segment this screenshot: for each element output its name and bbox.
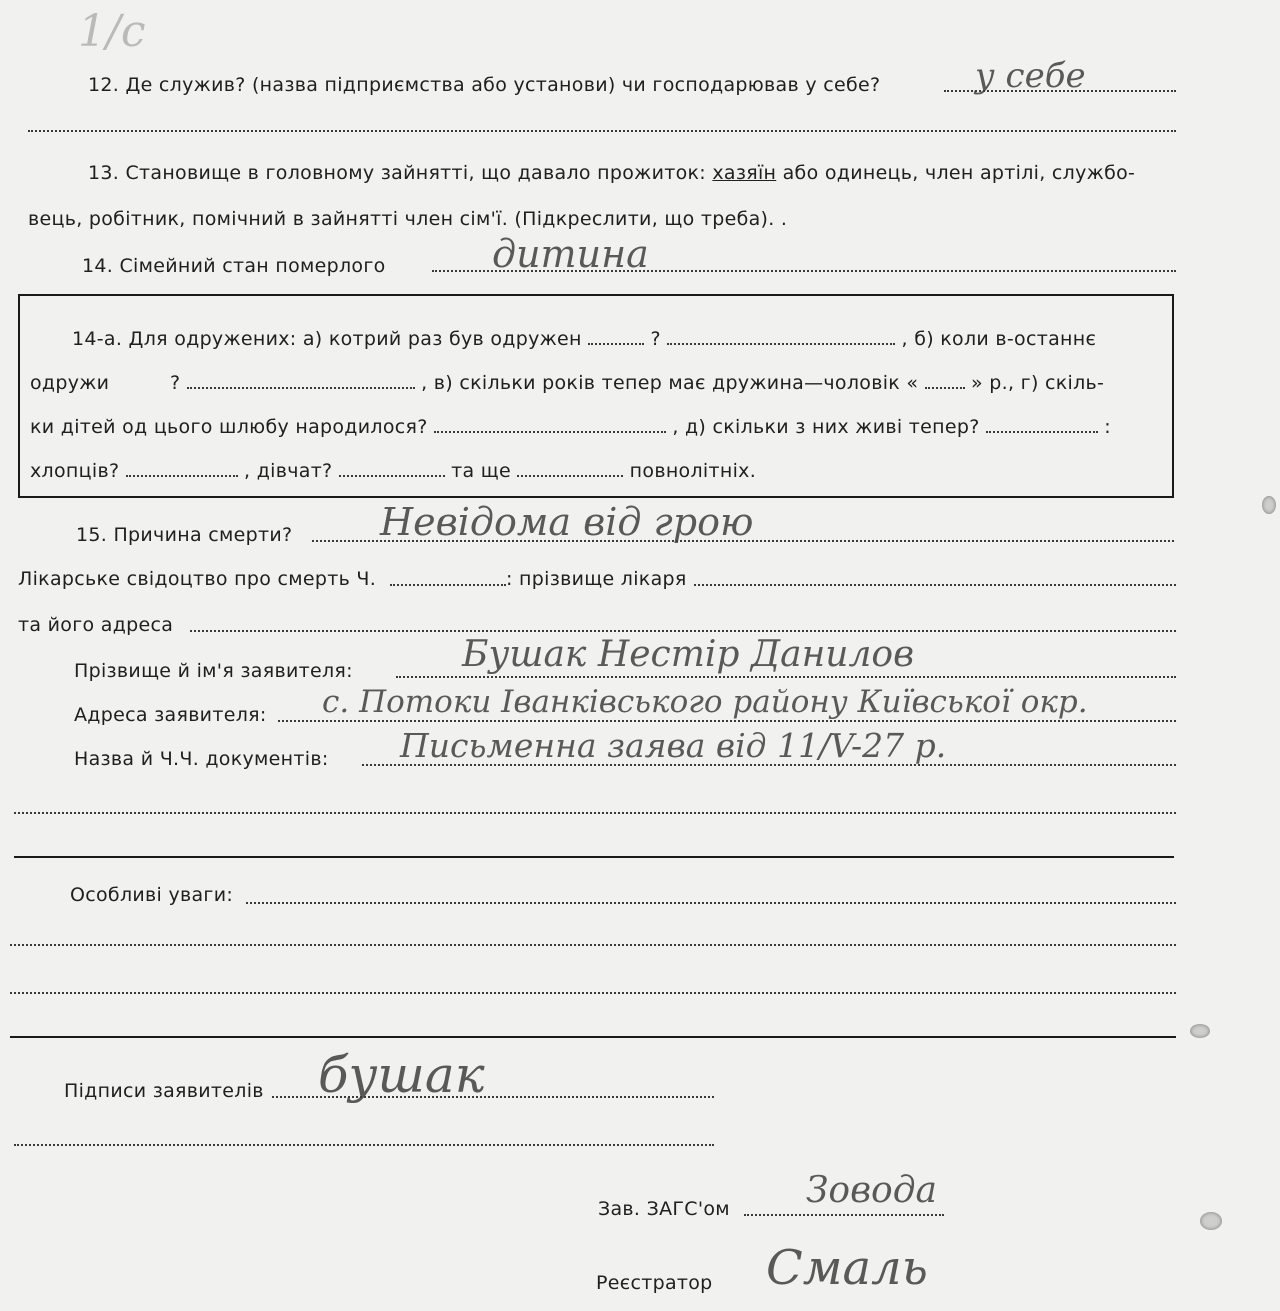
- q14-answer: дитина: [492, 232, 649, 276]
- q14a-line2-c: » р., г) скіль-: [971, 372, 1105, 394]
- applicant-address-value: с. Потоки Іванківського району Київської окр.: [322, 684, 1088, 720]
- q12-answer: у себе: [975, 56, 1086, 96]
- zags-signature-line: [744, 1214, 944, 1216]
- applicant-name-value: Бушак Нестір Данилов: [462, 634, 915, 675]
- q13-line1-rest: або одинець, член артілі, службо-: [782, 162, 1136, 184]
- applicant-name-label: Прізвище й ім'я заявителя:: [74, 660, 353, 682]
- section-divider-2: [10, 1036, 1176, 1038]
- paper-hole-mark: [1262, 496, 1276, 514]
- q14a-line1-q: ?: [650, 328, 661, 350]
- q14a-line2-a: одружи: [30, 372, 110, 394]
- q15-answer: Невідома від грою: [380, 500, 754, 544]
- q14a-line2-q: ?: [170, 372, 181, 394]
- q14a-line1-a: 14-а. Для одружених: а) котрий раз був одружен: [72, 328, 582, 350]
- q15-label: 15. Причина смерти?: [76, 524, 293, 546]
- zags-head-label: Зав. ЗАГС'ом: [598, 1198, 730, 1220]
- pencil-corner-mark: 1/c: [78, 6, 146, 57]
- q14a-line3-a: ки дітей од цього шлюбу народилося?: [30, 416, 428, 438]
- doctor-name-label: : прізвище лікаря: [506, 568, 687, 590]
- q12-extra-line: [28, 130, 1176, 132]
- applicant-address-label: Адреса заявителя:: [74, 704, 267, 726]
- remarks-line-3: [10, 992, 1176, 994]
- q14a-line4-a: хлопців?: [30, 460, 120, 482]
- q12-label: 12. Де служив? (назва підприємства або установи) чи господарював у себе?: [88, 74, 881, 96]
- q14-label: 14. Сімейний стан померлого: [82, 255, 386, 277]
- documents-value: Письменна заява від 11/V-27 р.: [400, 726, 947, 765]
- applicant-signatures-label: Підписи заявителів: [64, 1080, 264, 1102]
- q13-line1: [88, 162, 1135, 184]
- applicant-address-line: [278, 720, 1176, 722]
- remarks-line-2: [10, 944, 1176, 946]
- documents-label: Назва й Ч.Ч. документів:: [74, 748, 329, 770]
- zags-signature: Зовода: [806, 1170, 938, 1211]
- applicant-signature-line-2: [14, 1144, 714, 1146]
- paper-hole-mark: [1190, 1024, 1210, 1038]
- remarks-label: Особливі уваги:: [70, 884, 234, 906]
- q14a-line1-b: , б) коли в-останнє: [901, 328, 1097, 350]
- applicant-name-line: [396, 676, 1176, 678]
- registrar-signature: Смаль: [766, 1240, 928, 1296]
- q14a-line1: [72, 328, 1096, 350]
- q14a-line3-b: , д) скільки з них живі тепер?: [672, 416, 980, 438]
- medical-cert-label: Лікарське свідоцтво про смерть Ч.: [18, 568, 377, 590]
- remarks-line-1: [246, 902, 1176, 904]
- q14a-line2: [30, 372, 1104, 394]
- q14a-line4: [30, 460, 756, 482]
- registrar-label: Реєстратор: [596, 1272, 713, 1294]
- q14a-line4-d: повнолітніх.: [629, 460, 757, 482]
- q14a-line4-c: та ще: [451, 460, 511, 482]
- q13-line2: вець, робітник, помічний в зайнятті член сім'ї. (Підкреслити, що треба). .: [28, 208, 788, 230]
- doctor-name-line: [694, 584, 1176, 586]
- q13-underlined-option: хазяїн: [712, 162, 777, 184]
- applicant-signature: бушак: [318, 1046, 485, 1104]
- section-divider-1: [14, 856, 1174, 858]
- doctor-address-label: та його адреса: [18, 614, 174, 636]
- paper-hole-mark: [1200, 1212, 1222, 1230]
- medical-cert-number-line: [390, 584, 506, 586]
- q13-label: 13. Становище в головному зайнятті, що давало прожиток:: [88, 162, 706, 184]
- q14a-line4-b: , дівчат?: [244, 460, 333, 482]
- q14a-line2-b: , в) скільки років тепер має дружина—чоловік «: [421, 372, 919, 394]
- q14a-line3-c: :: [1104, 416, 1111, 438]
- q14a-line3: [30, 416, 1111, 438]
- documents-extra-line: [14, 812, 1176, 814]
- doctor-address-line: [190, 630, 1176, 632]
